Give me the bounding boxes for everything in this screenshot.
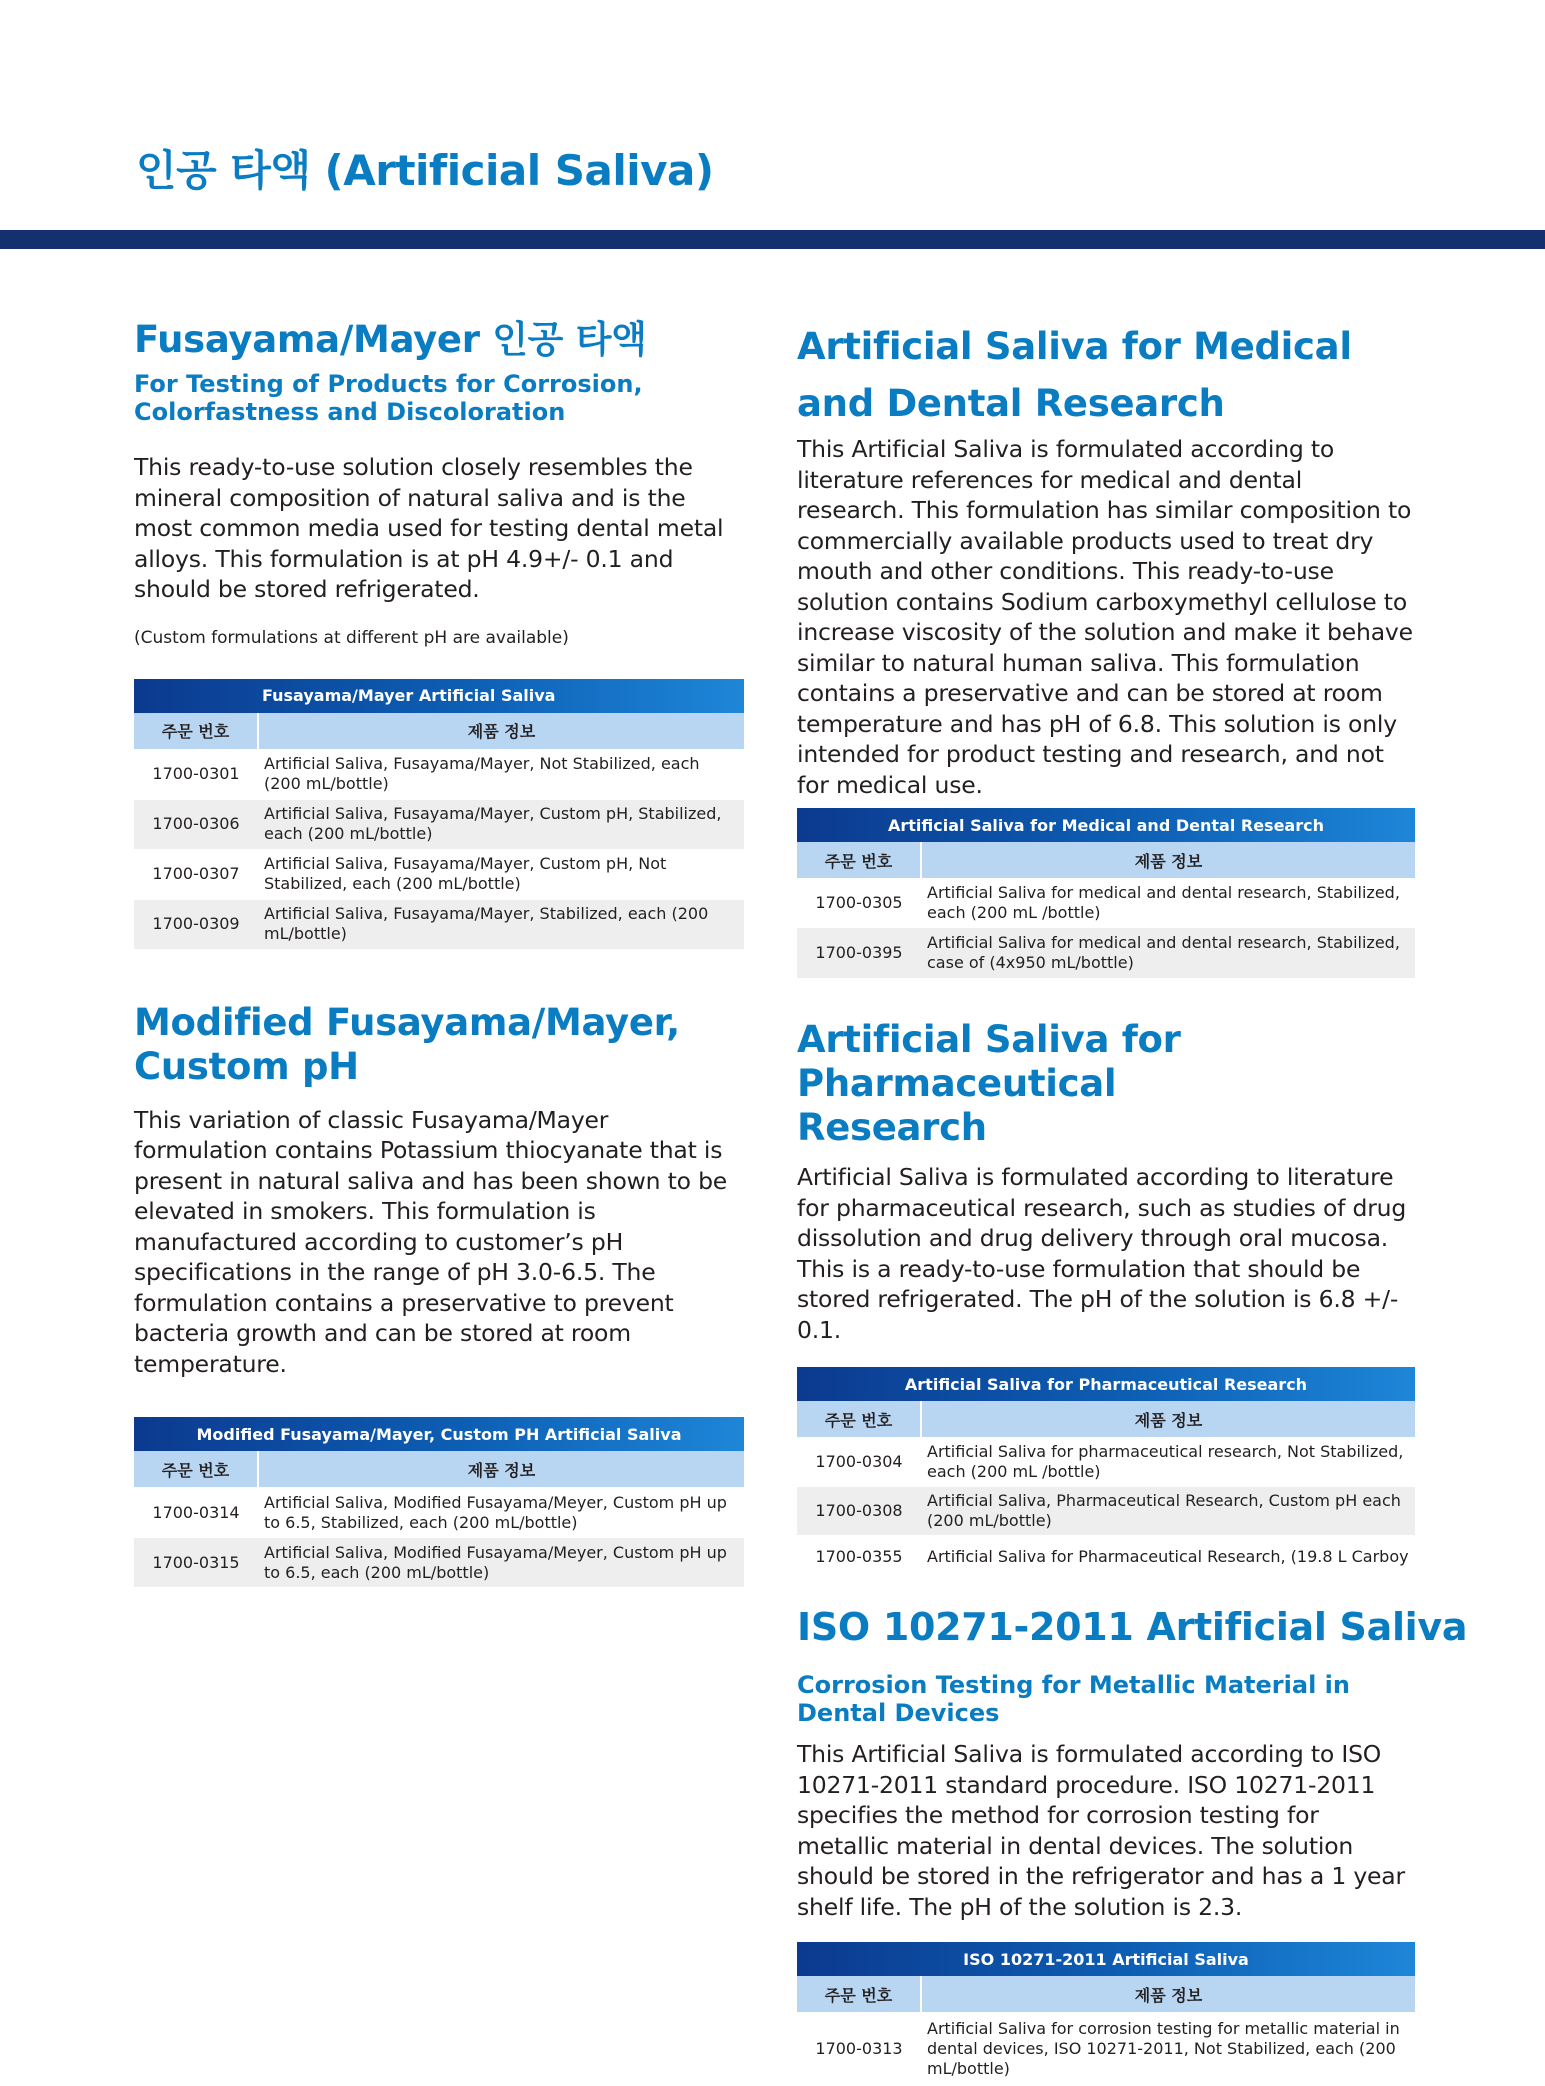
table-row [134,900,744,949]
table-row [797,1487,1415,1535]
table-row [797,1437,1415,1487]
section-title: ISO 10271-2011 Artificial Saliva [797,1605,1468,1649]
table-name: Fusayama/Mayer Artificial Saliva [134,679,744,713]
table-name: Modified Fusayama/Mayer, Custom PH Artificial Saliva [134,1417,744,1451]
section-body: This Artificial Saliva is formulated according to literature references for medical and dental research. This formulation has similar composition to commercially available products used to treat dry mouth and other conditions. This ready-to-use solution contains Sodium carboxymethyl cellulose to increase viscosity of the solution and make it behave similar to natural human saliva. This formulation contains a preservative and can be stored at room temperature and has pH of 6.8. This solution is only intended for product testing and research, and not for medical use. [797,435,1413,799]
left-column [134,318,744,1587]
col-header-code: 주문 번호 [797,1976,921,2012]
order-code: 1700-0309 [134,900,258,949]
product-desc: Artificial Saliva, Pharmaceutical Research, Custom pH each (200 mL/bottle) [921,1487,1415,1535]
table-name: ISO 10271-2011 Artificial Saliva [797,1942,1415,1976]
order-code: 1700-0315 [134,1538,258,1587]
product-desc: Artificial Saliva, Fusayama/Mayer, Stabilized, each (200 mL/bottle) [258,900,744,949]
section-note: (Custom formulations at different pH are available) [134,627,569,648]
section-subtitle: For Testing of Products for Corrosion, Colorfastness and Discoloration [134,370,643,426]
table-row [134,1487,744,1538]
right-column [797,318,1468,2086]
product-desc: Artificial Saliva for corrosion testing for metallic material in dental devices, ISO 10271-2011, Not Stabilized, each (200 mL/bottle) [921,2012,1415,2086]
product-table-fusayama [134,679,744,949]
order-code: 1700-0355 [797,1535,921,1579]
section-title: Artificial Saliva for Pharmaceutical Research [797,1018,1181,1149]
product-desc: Artificial Saliva, Fusayama/Mayer, Custom pH, Stabilized, each (200 mL/bottle) [258,800,744,849]
order-code: 1700-0301 [134,749,258,800]
product-desc: Artificial Saliva for Pharmaceutical Research, (19.8 L Carboy [921,1535,1415,1579]
title-divider [0,230,1545,249]
table-row [797,928,1415,978]
col-header-info: 제품 정보 [921,842,1415,878]
product-table-iso [797,1942,1415,2086]
table-row [797,2012,1415,2086]
section-title: Modified Fusayama/Mayer, Custom pH [134,1000,680,1088]
order-code: 1700-0395 [797,928,921,978]
section-iso [797,1605,1468,2086]
order-code: 1700-0313 [797,2012,921,2086]
section-body: This ready-to-use solution closely resembles the mineral composition of natural saliva and is the most common media used for testing dental metal alloys. This formulation is at pH 4.9+/- 0.1 and should be stored refrigerated. [134,453,724,603]
product-table-pharma [797,1367,1415,1579]
col-header-code: 주문 번호 [134,713,258,749]
product-desc: Artificial Saliva, Modified Fusayama/Meyer, Custom pH up to 6.5, Stabilized, each (200 mL/bottle) [258,1487,744,1538]
col-header-code: 주문 번호 [134,1451,258,1487]
order-code: 1700-0305 [797,878,921,928]
table-row [134,800,744,849]
section-body: This variation of classic Fusayama/Mayer formulation contains Potassium thiocyanate that is present in natural saliva and has been shown to be elevated in smokers. This formulation is manufactured according to customer’s pH specifications in the range of pH 3.0-6.5. The formulation contains a preservative to prevent bacteria growth and can be stored at room temperature. [134,1105,728,1378]
table-row [134,849,744,900]
section-body: Artificial Saliva is formulated according to literature for pharmaceutical research, such as studies of drug dissolution and drug delivery through oral mucosa. This is a ready-to-use formulation that should be stored refrigerated. The pH of the solution is 6.8 +/- 0.1. [797,1163,1407,1344]
product-table-modified [134,1417,744,1587]
col-header-info: 제품 정보 [921,1401,1415,1437]
section-title: Artificial Saliva for Medical and Dental Research [797,325,1352,425]
section-modified [134,1001,744,1588]
page-title: 인공 타액 (Artificial Saliva) [136,146,714,195]
col-header-info: 제품 정보 [258,713,744,749]
table-row [134,749,744,800]
table-name: Artificial Saliva for Pharmaceutical Research [797,1367,1415,1401]
section-title: Fusayama/Mayer 인공 타액 [134,318,647,361]
order-code: 1700-0307 [134,849,258,900]
table-row [797,1535,1415,1579]
col-header-code: 주문 번호 [797,842,921,878]
col-header-code: 주문 번호 [797,1401,921,1437]
table-name: Artificial Saliva for Medical and Dental Research [797,808,1415,842]
product-desc: Artificial Saliva for pharmaceutical research, Not Stabilized, each (200 mL /bottle) [921,1437,1415,1487]
product-desc: Artificial Saliva, Modified Fusayama/Meyer, Custom pH up to 6.5, each (200 mL/bottle) [258,1538,744,1587]
table-row [797,878,1415,928]
col-header-info: 제품 정보 [921,1976,1415,2012]
col-header-info: 제품 정보 [258,1451,744,1487]
product-desc: Artificial Saliva for medical and dental research, Stabilized, each (200 mL /bottle) [921,878,1415,928]
section-medical [797,318,1415,978]
product-desc: Artificial Saliva for medical and dental research, Stabilized, case of (4x950 mL/bottle) [921,928,1415,978]
product-table-medical [797,808,1415,978]
section-fusayama [134,318,744,949]
table-row [134,1538,744,1587]
section-body: This Artificial Saliva is formulated according to ISO 10271-2011 standard procedure. ISO 10271-2011 specifies the method for corrosion testing for metallic material in dental devices. The solution should be stored in the refrigerator and has a 1 year shelf life. The pH of the solution is 2.3. [797,1740,1405,1921]
section-subtitle: Corrosion Testing for Metallic Material in Dental Devices [797,1671,1350,1727]
order-code: 1700-0306 [134,800,258,849]
product-desc: Artificial Saliva, Fusayama/Mayer, Not Stabilized, each (200 mL/bottle) [258,749,744,800]
order-code: 1700-0314 [134,1487,258,1538]
product-desc: Artificial Saliva, Fusayama/Mayer, Custom pH, Not Stabilized, each (200 mL/bottle) [258,849,744,900]
section-pharma [797,1018,1415,1579]
order-code: 1700-0304 [797,1437,921,1487]
order-code: 1700-0308 [797,1487,921,1535]
